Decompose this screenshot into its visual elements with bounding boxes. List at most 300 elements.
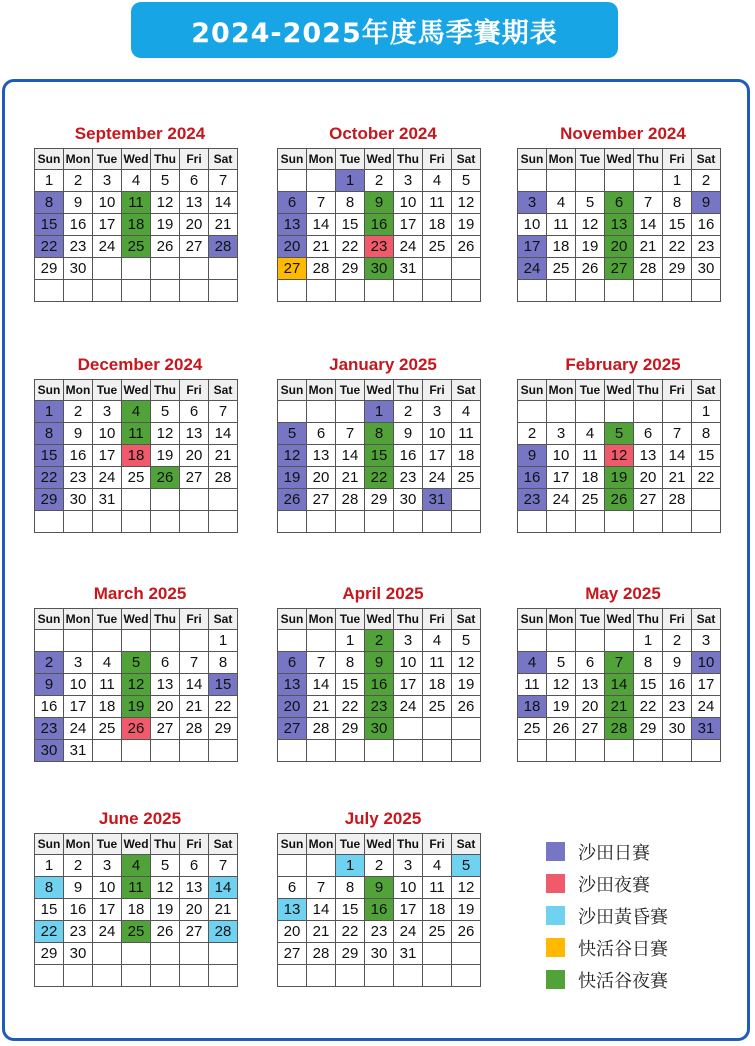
week-row <box>278 921 481 943</box>
weekday-header-row <box>278 609 481 630</box>
race-day-cell: 28 <box>209 236 238 258</box>
day-cell: 13 <box>307 445 336 467</box>
empty-cell <box>278 170 307 192</box>
empty-cell <box>547 630 576 652</box>
day-cell: 26 <box>576 258 605 280</box>
race-day-cell: 2 <box>365 630 394 652</box>
month-title: December 2024 <box>77 355 203 374</box>
week-row <box>518 192 721 214</box>
race-day-cell: 27 <box>278 718 307 740</box>
month-title: January 2025 <box>329 355 437 374</box>
race-day-cell: 29 <box>35 489 64 511</box>
month-title: June 2025 <box>98 809 182 828</box>
day-cell: 28 <box>307 258 336 280</box>
day-cell: 17 <box>64 696 93 718</box>
empty-cell <box>64 965 93 987</box>
day-cell: 31 <box>93 489 122 511</box>
race-day-cell: 20 <box>278 236 307 258</box>
weekday-header: Mon <box>64 834 93 855</box>
day-cell: 24 <box>394 236 423 258</box>
empty-cell <box>151 630 180 652</box>
race-day-cell: 19 <box>122 696 151 718</box>
day-cell: 24 <box>394 921 423 943</box>
day-cell: 27 <box>278 943 307 965</box>
day-cell: 29 <box>663 258 692 280</box>
day-cell: 29 <box>634 718 663 740</box>
day-cell: 13 <box>151 674 180 696</box>
race-day-cell: 22 <box>35 236 64 258</box>
empty-cell <box>209 943 238 965</box>
week-row <box>278 965 481 987</box>
weekday-header: Sat <box>452 380 481 401</box>
race-day-cell: 1 <box>336 855 365 877</box>
weekday-header: Wed <box>122 380 151 401</box>
day-cell: 30 <box>692 258 721 280</box>
empty-cell <box>336 401 365 423</box>
empty-cell <box>365 511 394 533</box>
race-day-cell: 30 <box>35 740 64 762</box>
race-day-cell: 17 <box>518 236 547 258</box>
race-day-cell: 5 <box>122 652 151 674</box>
race-day-cell: 4 <box>122 855 151 877</box>
day-cell: 23 <box>394 467 423 489</box>
month-title: October 2024 <box>329 124 437 143</box>
day-cell: 9 <box>64 877 93 899</box>
day-cell: 23 <box>692 236 721 258</box>
day-cell: 15 <box>634 674 663 696</box>
day-cell: 25 <box>122 467 151 489</box>
weekday-header: Sat <box>209 149 238 170</box>
day-cell: 20 <box>151 696 180 718</box>
day-cell: 10 <box>64 674 93 696</box>
day-cell: 29 <box>336 258 365 280</box>
empty-cell <box>209 511 238 533</box>
empty-cell <box>93 280 122 302</box>
weekday-header: Sun <box>518 380 547 401</box>
weekday-header: Tue <box>576 149 605 170</box>
day-cell: 23 <box>64 467 93 489</box>
legend-item <box>546 872 668 895</box>
day-cell: 29 <box>365 489 394 511</box>
day-cell: 28 <box>209 467 238 489</box>
day-cell: 8 <box>663 192 692 214</box>
week-row <box>278 236 481 258</box>
empty-cell <box>278 740 307 762</box>
week-row <box>518 674 721 696</box>
week-row <box>35 630 238 652</box>
weekday-header: Sat <box>692 609 721 630</box>
week-row <box>35 192 238 214</box>
weekday-header-row <box>518 149 721 170</box>
empty-cell <box>605 740 634 762</box>
empty-cell <box>180 258 209 280</box>
empty-cell <box>663 280 692 302</box>
week-row <box>518 652 721 674</box>
day-cell: 2 <box>365 855 394 877</box>
day-cell: 19 <box>452 899 481 921</box>
day-cell: 16 <box>35 696 64 718</box>
weekday-header: Mon <box>64 609 93 630</box>
weekday-header: Sun <box>35 149 64 170</box>
legend-label: 沙田夜賽 <box>578 874 650 896</box>
week-row <box>278 899 481 921</box>
empty-cell <box>605 170 634 192</box>
legend-swatch-icon <box>546 970 565 989</box>
weekday-header-row <box>278 149 481 170</box>
race-day-cell: 13 <box>278 214 307 236</box>
day-cell: 28 <box>663 489 692 511</box>
month-table <box>277 148 481 302</box>
day-cell: 4 <box>576 423 605 445</box>
race-day-cell: 12 <box>605 445 634 467</box>
day-cell: 24 <box>394 696 423 718</box>
weekday-header: Thu <box>151 380 180 401</box>
day-cell: 13 <box>576 674 605 696</box>
empty-cell <box>93 630 122 652</box>
race-day-cell: 19 <box>278 467 307 489</box>
race-day-cell: 14 <box>605 674 634 696</box>
legend-item <box>546 840 668 863</box>
week-row <box>35 740 238 762</box>
day-cell: 11 <box>576 445 605 467</box>
empty-cell <box>122 630 151 652</box>
month-table <box>34 608 238 762</box>
day-cell: 24 <box>64 718 93 740</box>
day-cell: 27 <box>180 236 209 258</box>
empty-cell <box>307 401 336 423</box>
day-cell: 30 <box>64 489 93 511</box>
empty-cell <box>151 965 180 987</box>
day-cell: 17 <box>394 214 423 236</box>
weekday-header: Sun <box>278 834 307 855</box>
empty-cell <box>663 511 692 533</box>
weekday-header: Tue <box>576 609 605 630</box>
day-cell: 22 <box>634 696 663 718</box>
empty-cell <box>547 401 576 423</box>
empty-cell <box>423 718 452 740</box>
day-cell: 17 <box>423 445 452 467</box>
day-cell: 23 <box>365 921 394 943</box>
day-cell: 18 <box>452 445 481 467</box>
empty-cell <box>452 943 481 965</box>
day-cell: 17 <box>93 899 122 921</box>
weekday-header: Sun <box>518 609 547 630</box>
day-cell: 26 <box>151 921 180 943</box>
week-row <box>278 652 481 674</box>
day-cell: 5 <box>547 652 576 674</box>
empty-cell <box>278 630 307 652</box>
weekday-header: Sun <box>35 609 64 630</box>
day-cell: 27 <box>576 718 605 740</box>
empty-cell <box>209 965 238 987</box>
weekday-header: Mon <box>307 380 336 401</box>
day-cell: 6 <box>151 652 180 674</box>
week-row <box>35 943 238 965</box>
race-day-cell: 5 <box>452 855 481 877</box>
empty-cell <box>423 511 452 533</box>
weekday-header: Mon <box>307 609 336 630</box>
empty-cell <box>93 511 122 533</box>
day-cell: 30 <box>394 489 423 511</box>
week-row <box>518 630 721 652</box>
week-row <box>35 445 238 467</box>
empty-cell <box>180 965 209 987</box>
day-cell: 3 <box>394 855 423 877</box>
race-day-cell: 9 <box>692 192 721 214</box>
day-cell: 23 <box>64 921 93 943</box>
weekday-header: Thu <box>394 380 423 401</box>
weekday-header: Sat <box>452 834 481 855</box>
race-day-cell: 15 <box>365 445 394 467</box>
weekday-header: Sun <box>518 149 547 170</box>
day-cell: 27 <box>307 489 336 511</box>
day-cell: 18 <box>576 467 605 489</box>
race-day-cell: 20 <box>605 236 634 258</box>
race-day-cell: 11 <box>122 877 151 899</box>
day-cell: 29 <box>336 943 365 965</box>
empty-cell <box>518 511 547 533</box>
day-cell: 8 <box>336 652 365 674</box>
race-day-cell: 23 <box>365 696 394 718</box>
day-cell: 28 <box>634 258 663 280</box>
day-cell: 13 <box>180 423 209 445</box>
week-row <box>35 401 238 423</box>
empty-cell <box>692 280 721 302</box>
day-cell: 30 <box>64 258 93 280</box>
empty-cell <box>307 630 336 652</box>
empty-cell <box>307 170 336 192</box>
day-cell: 9 <box>394 423 423 445</box>
week-row <box>278 214 481 236</box>
week-row <box>35 423 238 445</box>
race-day-cell: 8 <box>365 423 394 445</box>
day-cell: 25 <box>423 921 452 943</box>
week-row <box>518 236 721 258</box>
race-day-cell: 18 <box>122 445 151 467</box>
week-row <box>278 943 481 965</box>
race-day-cell: 16 <box>365 899 394 921</box>
day-cell: 1 <box>692 401 721 423</box>
day-cell: 2 <box>64 855 93 877</box>
day-cell: 20 <box>634 467 663 489</box>
day-cell: 19 <box>547 696 576 718</box>
race-day-cell: 18 <box>518 696 547 718</box>
weekday-header: Sun <box>35 834 64 855</box>
weekday-header: Thu <box>634 149 663 170</box>
race-day-cell: 12 <box>278 445 307 467</box>
weekday-header: Fri <box>423 609 452 630</box>
weekday-header-row <box>518 380 721 401</box>
empty-cell <box>518 740 547 762</box>
week-row <box>35 236 238 258</box>
day-cell: 5 <box>576 192 605 214</box>
day-cell: 3 <box>93 401 122 423</box>
empty-cell <box>180 740 209 762</box>
day-cell: 25 <box>423 236 452 258</box>
empty-cell <box>122 943 151 965</box>
month-table <box>517 379 721 533</box>
week-row <box>278 718 481 740</box>
weekday-header: Wed <box>365 834 394 855</box>
day-cell: 10 <box>93 877 122 899</box>
empty-cell <box>180 489 209 511</box>
weekday-header: Sat <box>209 609 238 630</box>
empty-cell <box>605 401 634 423</box>
legend-item <box>546 968 668 991</box>
legend-label: 沙田黃昏賽 <box>578 906 668 928</box>
race-day-cell: 22 <box>35 921 64 943</box>
weekday-header-row <box>518 609 721 630</box>
day-cell: 11 <box>423 652 452 674</box>
day-cell: 26 <box>452 921 481 943</box>
race-day-cell: 13 <box>278 674 307 696</box>
weekday-header: Tue <box>336 609 365 630</box>
day-cell: 18 <box>423 214 452 236</box>
week-row <box>35 280 238 302</box>
day-cell: 19 <box>576 236 605 258</box>
empty-cell <box>634 280 663 302</box>
day-cell: 22 <box>336 236 365 258</box>
weekday-header: Fri <box>663 609 692 630</box>
weekday-header: Sat <box>452 149 481 170</box>
week-row <box>35 214 238 236</box>
weekday-header: Sun <box>35 380 64 401</box>
empty-cell <box>93 258 122 280</box>
month-title: March 2025 <box>93 584 187 603</box>
day-cell: 21 <box>663 467 692 489</box>
day-cell: 8 <box>209 652 238 674</box>
day-cell: 6 <box>307 423 336 445</box>
day-cell: 21 <box>209 445 238 467</box>
day-cell: 19 <box>151 445 180 467</box>
day-cell: 11 <box>452 423 481 445</box>
day-cell: 22 <box>336 696 365 718</box>
empty-cell <box>394 740 423 762</box>
empty-cell <box>576 401 605 423</box>
day-cell: 26 <box>452 236 481 258</box>
empty-cell <box>576 170 605 192</box>
day-cell: 9 <box>663 652 692 674</box>
empty-cell <box>605 630 634 652</box>
race-day-cell: 14 <box>209 877 238 899</box>
weekday-header: Mon <box>64 380 93 401</box>
week-row <box>278 489 481 511</box>
day-cell: 17 <box>93 445 122 467</box>
day-cell: 19 <box>452 674 481 696</box>
race-day-cell: 13 <box>278 899 307 921</box>
day-cell: 2 <box>518 423 547 445</box>
week-row <box>518 511 721 533</box>
race-day-cell: 6 <box>278 192 307 214</box>
empty-cell <box>547 280 576 302</box>
empty-cell <box>394 511 423 533</box>
week-row <box>278 467 481 489</box>
empty-cell <box>336 511 365 533</box>
weekday-header-row <box>35 149 238 170</box>
day-cell: 16 <box>692 214 721 236</box>
weekday-header: Mon <box>64 149 93 170</box>
empty-cell <box>365 280 394 302</box>
week-row <box>518 696 721 718</box>
day-cell: 3 <box>394 630 423 652</box>
race-day-cell: 23 <box>35 718 64 740</box>
empty-cell <box>307 965 336 987</box>
weekday-header: Thu <box>151 834 180 855</box>
day-cell: 21 <box>307 696 336 718</box>
empty-cell <box>35 630 64 652</box>
day-cell: 13 <box>634 445 663 467</box>
empty-cell <box>180 280 209 302</box>
day-cell: 26 <box>151 236 180 258</box>
race-day-cell: 2 <box>35 652 64 674</box>
day-cell: 10 <box>93 423 122 445</box>
day-cell: 5 <box>452 170 481 192</box>
day-cell: 9 <box>64 423 93 445</box>
weekday-header: Wed <box>605 609 634 630</box>
weekday-header: Sat <box>692 149 721 170</box>
weekday-header: Fri <box>180 834 209 855</box>
day-cell: 31 <box>64 740 93 762</box>
day-cell: 21 <box>307 921 336 943</box>
legend-label: 沙田日賽 <box>578 842 650 864</box>
race-day-cell: 23 <box>518 489 547 511</box>
day-cell: 9 <box>64 192 93 214</box>
race-day-cell: 22 <box>365 467 394 489</box>
empty-cell <box>576 630 605 652</box>
empty-cell <box>307 511 336 533</box>
empty-cell <box>423 740 452 762</box>
month-table <box>34 833 238 987</box>
empty-cell <box>35 280 64 302</box>
empty-cell <box>209 740 238 762</box>
empty-cell <box>307 855 336 877</box>
weekday-header: Tue <box>93 149 122 170</box>
day-cell: 10 <box>423 423 452 445</box>
empty-cell <box>692 511 721 533</box>
empty-cell <box>518 170 547 192</box>
day-cell: 28 <box>180 718 209 740</box>
week-row <box>35 467 238 489</box>
day-cell: 10 <box>394 652 423 674</box>
day-cell: 16 <box>394 445 423 467</box>
day-cell: 21 <box>209 899 238 921</box>
race-day-cell: 9 <box>365 192 394 214</box>
day-cell: 16 <box>64 214 93 236</box>
weekday-header: Fri <box>423 834 452 855</box>
empty-cell <box>64 511 93 533</box>
race-day-cell: 9 <box>365 652 394 674</box>
day-cell: 14 <box>307 214 336 236</box>
day-cell: 2 <box>64 170 93 192</box>
empty-cell <box>663 740 692 762</box>
day-cell: 18 <box>423 899 452 921</box>
race-day-cell: 15 <box>209 674 238 696</box>
race-day-cell: 28 <box>605 718 634 740</box>
weekday-header: Mon <box>307 834 336 855</box>
day-cell: 21 <box>180 696 209 718</box>
empty-cell <box>423 965 452 987</box>
day-cell: 25 <box>93 718 122 740</box>
month-table <box>517 608 721 762</box>
empty-cell <box>605 280 634 302</box>
empty-cell <box>518 630 547 652</box>
empty-cell <box>278 280 307 302</box>
week-row <box>278 855 481 877</box>
week-row <box>35 674 238 696</box>
weekday-header: Thu <box>634 380 663 401</box>
day-cell: 17 <box>547 467 576 489</box>
empty-cell <box>278 965 307 987</box>
